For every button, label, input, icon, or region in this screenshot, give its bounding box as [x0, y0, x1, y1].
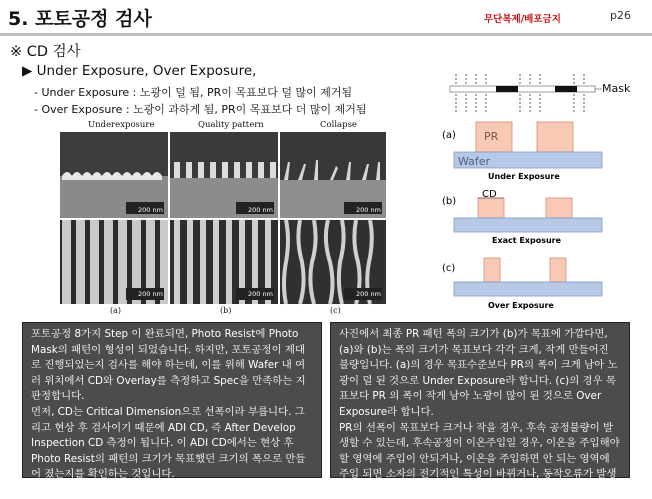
- diagram-pr-label: PR: [484, 130, 499, 143]
- caption-b: (b): [220, 306, 232, 315]
- diagram-under-label: Under Exposure: [488, 172, 560, 181]
- page-number: p26: [610, 9, 631, 22]
- caption-c: (c): [330, 306, 341, 315]
- scale-label-c: 200 nm: [356, 206, 381, 214]
- explanation-right-p2: PR의 선폭이 목표보다 크거나 작을 경우, 후속 공정불량이 발생할 수 있는데, 후속공정이 이온주입일 경우, 이온을 주입해야 할 영역에 주입이 안되거나, 이온을 주입하면 안 되는 영역에 주입 되면 소자의 전기적인 특성이 바뀌거나, 동작오류가 발생할 수 있습니다.: [339, 421, 620, 496]
- diagram-over-label: Over Exposure: [488, 301, 554, 310]
- page-title: 5. 포토공정 검사: [8, 8, 152, 30]
- bullet-main: ▶ Under Exposure, Over Exposure,: [22, 63, 257, 79]
- diagram-wafer-label: Wafer: [458, 155, 491, 168]
- diagram-exact-label: Exact Exposure: [492, 236, 562, 245]
- title-bar: [0, 0, 652, 34]
- scale-label-c2: 200 nm: [356, 290, 381, 298]
- explanation-right-p1: 사진에서 최종 PR 패턴 폭의 크기가 (b)가 목표에 가깝다면,(a)와 (b)는 폭의 크기가 목표보다 각각 크게, 작게 만들어진 불량입니다. (a)의 경우 목표수준보다 PR의 폭이 크게 남아 노광이 덜 된 것으로 Under Exposure라 합니다. (c)의 경우 목표보다 PR 의 폭이 작게 남아 노광이 많이 된 것으로 Over Exposure라 합니다.: [339, 328, 618, 418]
- bullet-over-exposure: - Over Exposure : 노광이 과하게 됨, PR이 목표보다 더 많이 제거됨: [34, 103, 367, 116]
- diagram-label-a: (a): [442, 130, 456, 141]
- diagram-cd-label: CD: [482, 189, 497, 200]
- title-divider: [0, 33, 652, 36]
- sem-label-collapse: Collapse: [320, 120, 357, 130]
- scale-label-b: 200 nm: [248, 206, 273, 214]
- diagram-label-c: (c): [442, 263, 456, 274]
- scale-label-b2: 200 nm: [248, 290, 273, 298]
- sem-image-panel: [60, 120, 386, 316]
- scale-label-a2: 200 nm: [138, 290, 163, 298]
- scale-label-a: 200 nm: [138, 206, 163, 214]
- diagram-label-b: (b): [442, 196, 457, 207]
- exposure-diagram: [440, 72, 640, 317]
- explanation-right: [330, 322, 630, 496]
- explanation-left-p1: 포토공정 8가지 Step 이 완료되면, Photo Resist에 Photo Mask의 패턴이 형성이 되었습니다. 하지만, 포토공정이 제대로 진행되었는지 검사를 해야 하는데, 이를 위해 Wafer 내 여러 위치에서 CD와 Overlay를 측정하고 Spec을 만족하는 지 판정합니다.: [31, 328, 306, 403]
- bullet-under-exposure: - Under Exposure : 노광이 덜 됨, PR이 목표보다 덜 많이 제거됨: [34, 86, 353, 99]
- section-heading: ※ CD 검사: [10, 44, 81, 60]
- explanation-left: [22, 322, 322, 481]
- light-arrows: [456, 74, 584, 112]
- explanation-left-p2: 먼저, CD는 Critical Dimension으로 선폭이라 부릅니다. 그리고 현상 후 검사이기 때문에 ADI CD, 즉 After Develop Inspection CD 측정이 됩니다. 이 ADI CD에서는 현상 후 Photo Resist의 패턴의 크기가 목표했던 크기의 폭으로 만들어 졌는지를 확인하는 것입니다.: [31, 405, 306, 481]
- mask-label: Mask: [602, 82, 631, 95]
- caption-a: (a): [110, 306, 122, 315]
- sem-label-quality: Quality pattern: [198, 120, 264, 130]
- sem-label-underexposure: Underexposure: [88, 120, 155, 130]
- copyright-notice: 무단복제/배포금지: [484, 14, 561, 25]
